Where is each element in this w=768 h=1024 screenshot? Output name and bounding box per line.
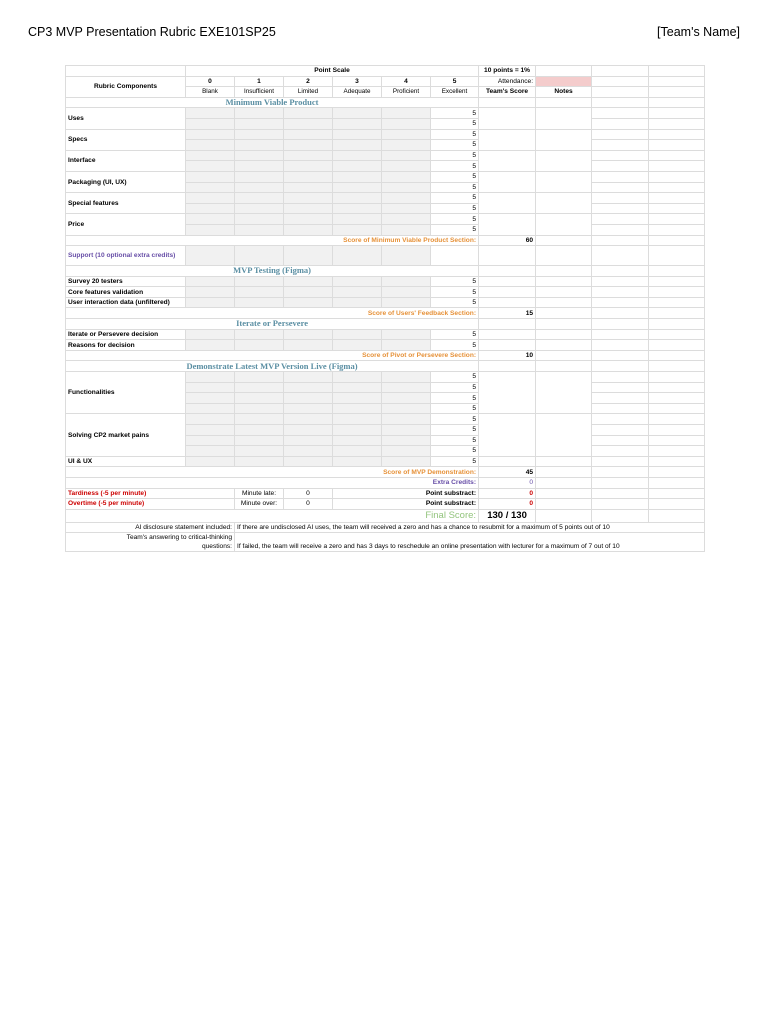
table-row xyxy=(66,276,705,287)
points-cell: 5 xyxy=(431,214,479,225)
table-row xyxy=(66,246,705,266)
score-4: 4 xyxy=(382,76,431,87)
item-core-features: Core features validation xyxy=(66,287,186,298)
minute-late-value[interactable]: 0 xyxy=(284,488,333,499)
item-iterate-decision: Iterate or Persevere decision xyxy=(66,329,186,340)
tardiness-label: Tardiness (-5 per minute) xyxy=(66,488,235,499)
tardiness-row xyxy=(66,488,705,499)
minute-over-value[interactable]: 0 xyxy=(284,499,333,510)
notes-cell[interactable] xyxy=(536,372,592,414)
item-reasons: Reasons for decision xyxy=(66,340,186,351)
teams-score-cell[interactable] xyxy=(479,340,536,351)
points-cell: 5 xyxy=(431,393,479,404)
section-demo: Demonstrate Latest MVP Version Live (Figma) xyxy=(66,361,479,372)
item-solving-pains: Solving CP2 market pains xyxy=(66,414,186,456)
item-functionalities: Functionalities xyxy=(66,372,186,414)
points-cell: 5 xyxy=(431,129,479,140)
point-substract-value: 0 xyxy=(479,499,536,510)
attendance-input[interactable] xyxy=(536,76,592,87)
item-price: Price xyxy=(66,214,186,235)
points-cell: 5 xyxy=(431,425,479,436)
mvp-score-label: Score of Minimum Viable Product Section: xyxy=(66,235,479,246)
section-row-iterate xyxy=(66,319,705,330)
critical-thinking-note: If failed, the team will receive a zero and has 3 days to reschedule an online presentation with lecturer for a maximum of 7 out of 10 xyxy=(235,533,705,552)
rubric-table xyxy=(65,65,705,552)
section-row-mvp xyxy=(66,97,705,108)
subtotal-row-feedback xyxy=(66,308,705,319)
mvp-score-value: 60 xyxy=(479,235,536,246)
final-score-row xyxy=(66,509,705,522)
score-5: 5 xyxy=(431,76,479,87)
ai-disclosure-label: AI disclosure statement included: xyxy=(66,522,235,533)
item-support: Support (10 optional extra credits) xyxy=(66,246,186,266)
subtotal-row-demo xyxy=(66,467,705,478)
team-name: [Team's Name] xyxy=(657,25,740,39)
points-cell: 5 xyxy=(431,446,479,457)
teams-score-cell[interactable] xyxy=(479,456,536,467)
score-1: 1 xyxy=(235,76,284,87)
extra-credits-label: Extra Credits: xyxy=(66,477,479,488)
table-row xyxy=(66,287,705,298)
demo-score-label: Score of MVP Demonstration: xyxy=(66,467,479,478)
point-scale-header: Point Scale xyxy=(186,66,479,77)
table-row xyxy=(66,456,705,467)
scale-excellent: Excellent xyxy=(431,87,479,98)
points-cell: 5 xyxy=(431,182,479,193)
table-row xyxy=(66,414,705,425)
notes-cell[interactable] xyxy=(536,214,592,235)
score-0: 0 xyxy=(186,76,235,87)
overtime-row xyxy=(66,499,705,510)
notes-cell[interactable] xyxy=(536,276,592,287)
document-title: CP3 MVP Presentation Rubric EXE101SP25 xyxy=(28,25,276,39)
item-special-features: Special features xyxy=(66,193,186,214)
feedback-score-value: 15 xyxy=(479,308,536,319)
overtime-label: Overtime (-5 per minute) xyxy=(66,499,235,510)
final-score-label: Final Score: xyxy=(66,509,479,522)
table-row xyxy=(66,129,705,140)
points-cell: 5 xyxy=(431,435,479,446)
points-cell: 5 xyxy=(431,161,479,172)
points-note: 10 points = 1% xyxy=(479,66,536,77)
scale-limited: Limited xyxy=(284,87,333,98)
points-cell: 5 xyxy=(431,329,479,340)
item-ui-ux: UI & UX xyxy=(66,456,186,467)
teams-score-cell[interactable] xyxy=(479,193,536,214)
minute-late-label: Minute late: xyxy=(235,488,284,499)
point-substract-value: 0 xyxy=(479,488,536,499)
teams-score-cell[interactable] xyxy=(479,372,536,414)
teams-score-cell[interactable] xyxy=(479,108,536,129)
section-testing: MVP Testing (Figma) xyxy=(66,266,479,277)
teams-score-cell[interactable] xyxy=(479,329,536,340)
table-row xyxy=(66,297,705,308)
item-specs: Specs xyxy=(66,129,186,150)
subtotal-row-mvp xyxy=(66,235,705,246)
scale-proficient: Proficient xyxy=(382,87,431,98)
final-score-value: 130 / 130 xyxy=(479,509,536,522)
notes-cell[interactable] xyxy=(536,297,592,308)
critical-thinking-row xyxy=(66,533,705,552)
table-row xyxy=(66,329,705,340)
section-mvp: Minimum Viable Product xyxy=(66,97,479,108)
teams-score-cell[interactable] xyxy=(479,150,536,171)
notes-cell[interactable] xyxy=(536,287,592,298)
header-row-1 xyxy=(66,66,705,77)
table-row xyxy=(66,214,705,225)
section-iterate: Iterate or Persevere xyxy=(66,319,479,330)
header-row-2 xyxy=(66,76,705,87)
teams-score-cell[interactable] xyxy=(479,297,536,308)
score-3: 3 xyxy=(333,76,382,87)
points-cell: 5 xyxy=(431,382,479,393)
points-cell: 5 xyxy=(431,118,479,129)
points-cell: 5 xyxy=(431,403,479,414)
points-cell: 5 xyxy=(431,340,479,351)
item-user-data: User interaction data (unfiltered) xyxy=(66,297,186,308)
rubric-components-header: Rubric Components xyxy=(66,76,186,97)
pivot-score-value: 10 xyxy=(479,350,536,361)
teams-score-cell[interactable] xyxy=(479,276,536,287)
minute-over-label: Minute over: xyxy=(235,499,284,510)
scale-adequate: Adequate xyxy=(333,87,382,98)
points-cell: 5 xyxy=(431,140,479,151)
table-row xyxy=(66,150,705,161)
critical-thinking-label: Team's answering to critical-thinking questions: xyxy=(66,533,235,552)
point-substract-label: Point substract: xyxy=(333,488,479,499)
notes-cell[interactable] xyxy=(536,108,592,129)
notes-cell[interactable] xyxy=(536,129,592,150)
item-interface: Interface xyxy=(66,150,186,171)
item-survey: Survey 20 testers xyxy=(66,276,186,287)
feedback-score-label: Score of Users' Feedback Section: xyxy=(66,308,479,319)
points-cell: 5 xyxy=(431,287,479,298)
table-row xyxy=(66,340,705,351)
scale-blank: Blank xyxy=(186,87,235,98)
points-cell: 5 xyxy=(431,297,479,308)
item-uses: Uses xyxy=(66,108,186,129)
item-packaging: Packaging (UI, UX) xyxy=(66,171,186,192)
pivot-score-label: Score of Pivot or Persevere Section: xyxy=(66,350,479,361)
table-row xyxy=(66,171,705,182)
points-cell: 5 xyxy=(431,414,479,425)
points-cell: 5 xyxy=(431,456,479,467)
teams-score-cell[interactable] xyxy=(479,414,536,456)
score-2: 2 xyxy=(284,76,333,87)
teams-score-cell[interactable] xyxy=(479,214,536,235)
teams-score-cell[interactable] xyxy=(479,246,536,266)
ai-disclosure-note: If there are undisclosed AI uses, the team will received a zero and has a chance to resubmit for a maximum of 5 points out of 10 xyxy=(235,522,705,533)
points-cell: 5 xyxy=(431,203,479,214)
point-substract-label: Point substract: xyxy=(333,499,479,510)
notes-cell[interactable] xyxy=(536,340,592,351)
points-cell: 5 xyxy=(431,372,479,383)
demo-score-value: 45 xyxy=(479,467,536,478)
extra-credits-row xyxy=(66,477,705,488)
teams-score-cell[interactable] xyxy=(479,171,536,192)
points-cell: 5 xyxy=(431,108,479,119)
notes-cell[interactable] xyxy=(536,150,592,171)
points-cell: 5 xyxy=(431,150,479,161)
teams-score-header: Team's Score xyxy=(479,87,536,98)
table-row xyxy=(66,372,705,383)
notes-cell[interactable] xyxy=(536,414,592,456)
attendance-label: Attendance: xyxy=(479,76,536,87)
section-row-demo xyxy=(66,361,705,372)
points-cell: 5 xyxy=(431,193,479,204)
notes-cell[interactable] xyxy=(536,456,592,467)
table-row xyxy=(66,108,705,119)
notes-header: Notes xyxy=(536,87,592,98)
extra-credits-value: 0 xyxy=(479,477,536,488)
points-cell: 5 xyxy=(431,171,479,182)
points-cell: 5 xyxy=(431,224,479,235)
notes-cell[interactable] xyxy=(536,329,592,340)
section-row-testing xyxy=(66,266,705,277)
teams-score-cell[interactable] xyxy=(479,287,536,298)
subtotal-row-pivot xyxy=(66,350,705,361)
table-row xyxy=(66,193,705,204)
ai-disclosure-row xyxy=(66,522,705,533)
notes-cell[interactable] xyxy=(536,246,592,266)
notes-cell[interactable] xyxy=(536,171,592,192)
scale-insufficient: Insufficient xyxy=(235,87,284,98)
notes-cell[interactable] xyxy=(536,193,592,214)
teams-score-cell[interactable] xyxy=(479,129,536,150)
points-cell: 5 xyxy=(431,276,479,287)
